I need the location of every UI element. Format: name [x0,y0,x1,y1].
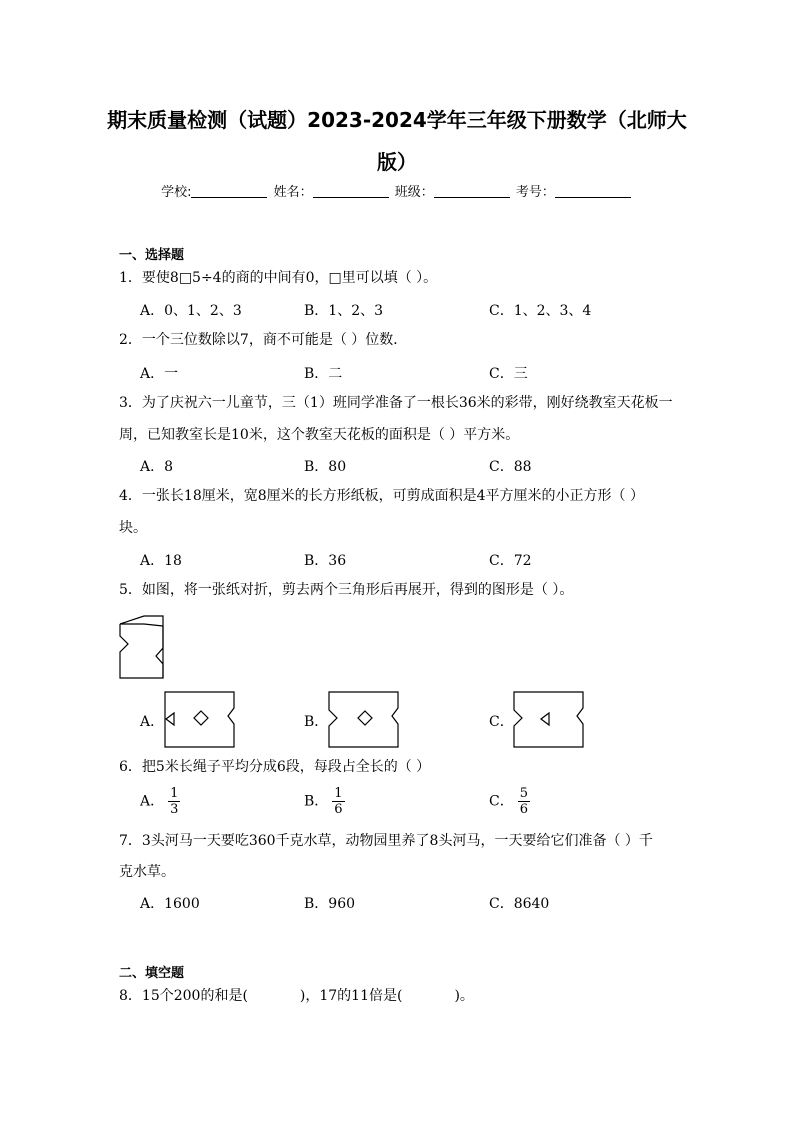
name-label: 姓名： [273,185,313,200]
question-8 [119,981,679,1011]
folded-paper-figure [116,612,168,682]
q8-part-3: )。 [454,988,474,1004]
q7-option-a[interactable]: A．1600 [140,896,200,912]
denominator: 3 [170,802,179,817]
class-label: 班级： [394,185,434,200]
numerator: 1 [334,786,343,801]
exam-number-field[interactable] [555,184,631,198]
question-3-line-1: 3．为了庆祝六一儿童节，三（1）班同学准备了一根长36米的彩带，刚好绕教室天花板一 [119,395,673,411]
q6-option-a[interactable] [140,786,180,817]
q2-option-a[interactable]: A．一 [140,366,179,382]
school-label: 学校: [161,185,192,200]
q1-option-c[interactable]: C．1、2、3、4 [489,303,592,319]
q6-option-a-label: A． [140,793,165,810]
q5-option-c-figure[interactable] [511,690,587,750]
q5-option-a[interactable]: A． [140,714,165,730]
q1-option-a[interactable]: A．0、1、2、3 [140,303,242,319]
denominator: 6 [519,802,528,817]
class-field[interactable] [434,184,510,198]
q7-option-b[interactable]: B．960 [304,896,356,912]
q5-option-a-figure[interactable] [162,690,238,750]
school-field[interactable] [191,184,267,198]
q2-option-b[interactable]: B．二 [304,366,343,382]
q8-part-1: 8．15个200的和是( [119,988,248,1004]
question-4-line-1: 4．一张长18厘米，宽8厘米的长方形纸板，可剪成面积是4平方厘米的小正方形（ ） [119,488,644,504]
question-1: 1．要使8□5÷4的商的中间有0，□里可以填（ ）。 [119,270,438,286]
q4-option-a[interactable]: A．18 [140,553,182,569]
question-4-line-2: 块。 [119,520,147,536]
q6-option-c[interactable] [489,786,530,817]
q3-option-a[interactable]: A．8 [140,459,174,475]
q5-option-b[interactable]: B． [304,714,329,730]
q4-option-b[interactable]: B．36 [304,553,347,569]
question-5: 5．如图，将一张纸对折，剪去两个三角形后再展开，得到的图形是（ ）。 [119,582,574,598]
name-field[interactable] [313,184,389,198]
fraction [332,786,344,817]
section-heading-fill: 二、填空题 [119,966,185,981]
page-title-continued: 版） [377,150,417,174]
triangle-cutout [166,713,174,725]
question-2: 2．一个三位数除以7，商不可能是（ ）位数． [119,332,408,348]
exam-number-label: 考号： [515,185,555,200]
q7-option-c[interactable]: C．8640 [489,896,550,912]
fraction [168,786,180,817]
question-7-line-1: 7．3头河马一天要吃360千克水草，动物园里养了8头河马，一天要给它们准备（ ）千 [119,833,653,849]
q5-option-b-figure[interactable] [326,690,402,750]
q6-option-c-label: C． [489,793,514,810]
diamond-cutout [194,711,208,725]
question-3-line-2: 周，已知教室长是10米，这个教室天花板的面积是（ ）平方米。 [119,427,520,443]
question-6: 6．把5米长绳子平均分成6段，每段占全长的（ ） [119,759,431,775]
section-heading-choice: 一、选择题 [119,248,185,263]
numerator: 1 [170,786,179,801]
q5-option-c[interactable]: C． [489,714,514,730]
q8-part-2: )，17的11倍是( [299,988,403,1004]
triangle-cutout [541,713,549,725]
q2-option-c[interactable]: C．三 [489,366,528,382]
question-7-line-2: 克水草。 [119,864,175,880]
fraction [518,786,530,817]
denominator: 6 [334,802,343,817]
q1-option-b[interactable]: B．1、2、3 [304,303,384,319]
q6-option-b[interactable] [304,786,345,817]
page-title: 期末质量检测（试题）2023-2024学年三年级下册数学（北师大 [107,108,687,132]
student-info-line [0,181,794,200]
diamond-cutout [358,711,372,725]
numerator: 5 [519,786,528,801]
q3-option-b[interactable]: B．80 [304,459,347,475]
q6-option-b-label: B． [304,793,329,810]
q3-option-c[interactable]: C．88 [489,459,532,475]
q4-option-c[interactable]: C．72 [489,553,532,569]
